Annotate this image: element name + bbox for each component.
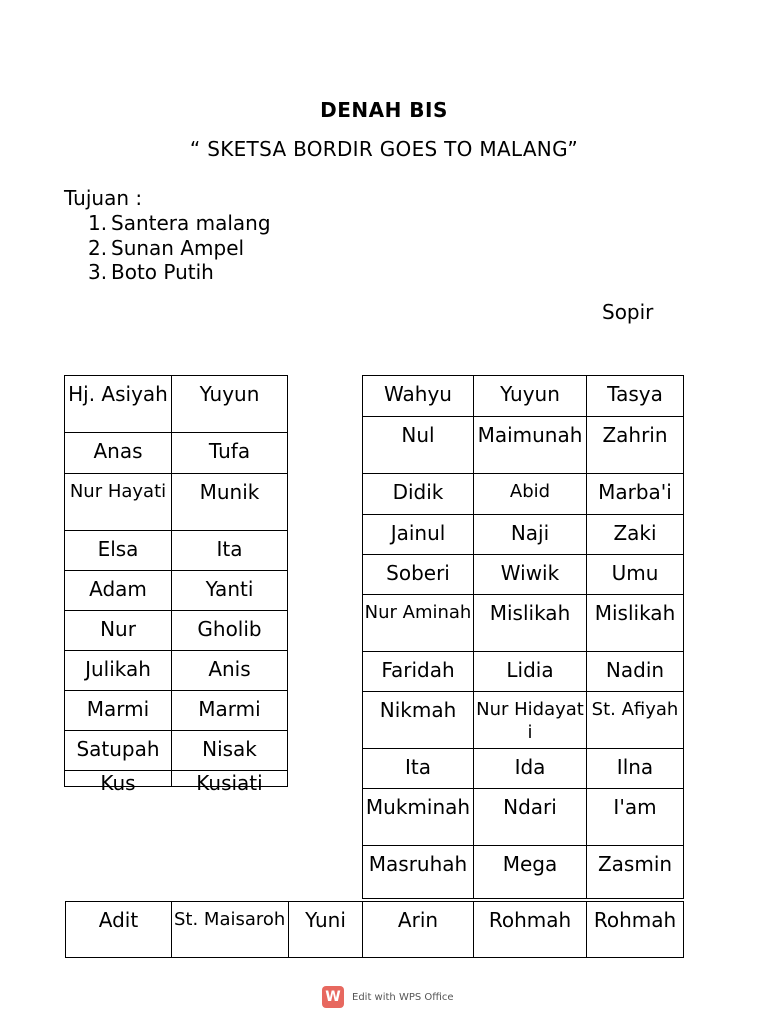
document-title: DENAH BIS	[320, 98, 448, 122]
back-row-table	[65, 901, 684, 958]
seat-cell: Mislikah	[587, 595, 684, 652]
seat-cell: Nur Hayati	[65, 474, 172, 531]
seat-cell: Julikah	[65, 651, 172, 691]
seat-cell: St. Maisaroh	[172, 902, 289, 958]
seat-cell: Nur	[65, 611, 172, 651]
seat-cell: Mislikah	[474, 595, 587, 652]
destination-item: 3. Boto Putih	[88, 260, 214, 284]
seat-cell: Yanti	[172, 571, 288, 611]
seat-cell: Yuyun	[172, 376, 288, 433]
seat-cell: Abid	[474, 474, 587, 515]
seat-cell: Nur Aminah	[363, 595, 474, 652]
seat-cell: Adam	[65, 571, 172, 611]
seat-cell: Yuni	[289, 902, 363, 958]
seat-cell: Mega	[474, 846, 587, 899]
seat-cell: Anas	[65, 433, 172, 474]
seat-cell: Ida	[474, 749, 587, 789]
seat-cell: Ilna	[587, 749, 684, 789]
seat-cell: Rohmah	[474, 902, 587, 958]
seat-cell: Nadin	[587, 652, 684, 692]
seat-cell: Nul	[363, 417, 474, 474]
seat-cell: Elsa	[65, 531, 172, 571]
seat-cell: Munik	[172, 474, 288, 531]
seat-cell: Ita	[172, 531, 288, 571]
seat-cell: Maimunah	[474, 417, 587, 474]
seat-cell: Zaki	[587, 515, 684, 555]
seat-cell: Nikmah	[363, 692, 474, 749]
seat-cell: Rohmah	[587, 902, 684, 958]
seat-cell: Gholib	[172, 611, 288, 651]
seat-cell: Didik	[363, 474, 474, 515]
seat-cell: St. Afiyah	[587, 692, 684, 749]
destinations-list	[88, 211, 271, 285]
seat-cell: Lidia	[474, 652, 587, 692]
seat-cell: Hj. Asiyah	[65, 376, 172, 433]
seat-cell: Faridah	[363, 652, 474, 692]
seat-cell: Adit	[66, 902, 172, 958]
seat-cell: Nisak	[172, 731, 288, 771]
seat-cell: Kusiati	[172, 771, 288, 787]
wps-watermark-text: Edit with WPS Office	[352, 991, 454, 1003]
seat-cell: I'am	[587, 789, 684, 846]
seat-cell: Naji	[474, 515, 587, 555]
seat-cell: Ita	[363, 749, 474, 789]
seat-cell: Soberi	[363, 555, 474, 595]
seat-cell: Zasmin	[587, 846, 684, 899]
seat-cell: Wiwik	[474, 555, 587, 595]
seat-cell: Satupah	[65, 731, 172, 771]
right-seat-table	[362, 375, 684, 899]
seat-cell: Ndari	[474, 789, 587, 846]
seat-cell: Marmi	[172, 691, 288, 731]
document-subtitle: “ SKETSA BORDIR GOES TO MALANG”	[189, 137, 579, 161]
destination-item: 1. Santera malang	[88, 211, 271, 235]
seat-cell: Tasya	[587, 376, 684, 417]
seat-cell: Yuyun	[474, 376, 587, 417]
seat-cell: Kus	[65, 771, 172, 787]
seat-cell: Anis	[172, 651, 288, 691]
seat-cell: Marmi	[65, 691, 172, 731]
seat-cell: Tufa	[172, 433, 288, 474]
wps-watermark[interactable]	[322, 985, 454, 1009]
seat-cell: Nur Hidayati	[474, 692, 587, 749]
destinations-label: Tujuan :	[64, 186, 143, 210]
driver-label: Sopir	[602, 300, 654, 324]
wps-logo-icon: W	[322, 986, 344, 1008]
left-seat-table	[64, 375, 288, 795]
seat-cell: Marba'i	[587, 474, 684, 515]
seat-cell: Umu	[587, 555, 684, 595]
seat-cell: Zahrin	[587, 417, 684, 474]
seat-cell: Wahyu	[363, 376, 474, 417]
destination-item: 2. Sunan Ampel	[88, 235, 245, 260]
seat-cell: Arin	[363, 902, 474, 958]
seat-cell: Mukminah	[363, 789, 474, 846]
seat-cell: Jainul	[363, 515, 474, 555]
seat-cell: Masruhah	[363, 846, 474, 899]
